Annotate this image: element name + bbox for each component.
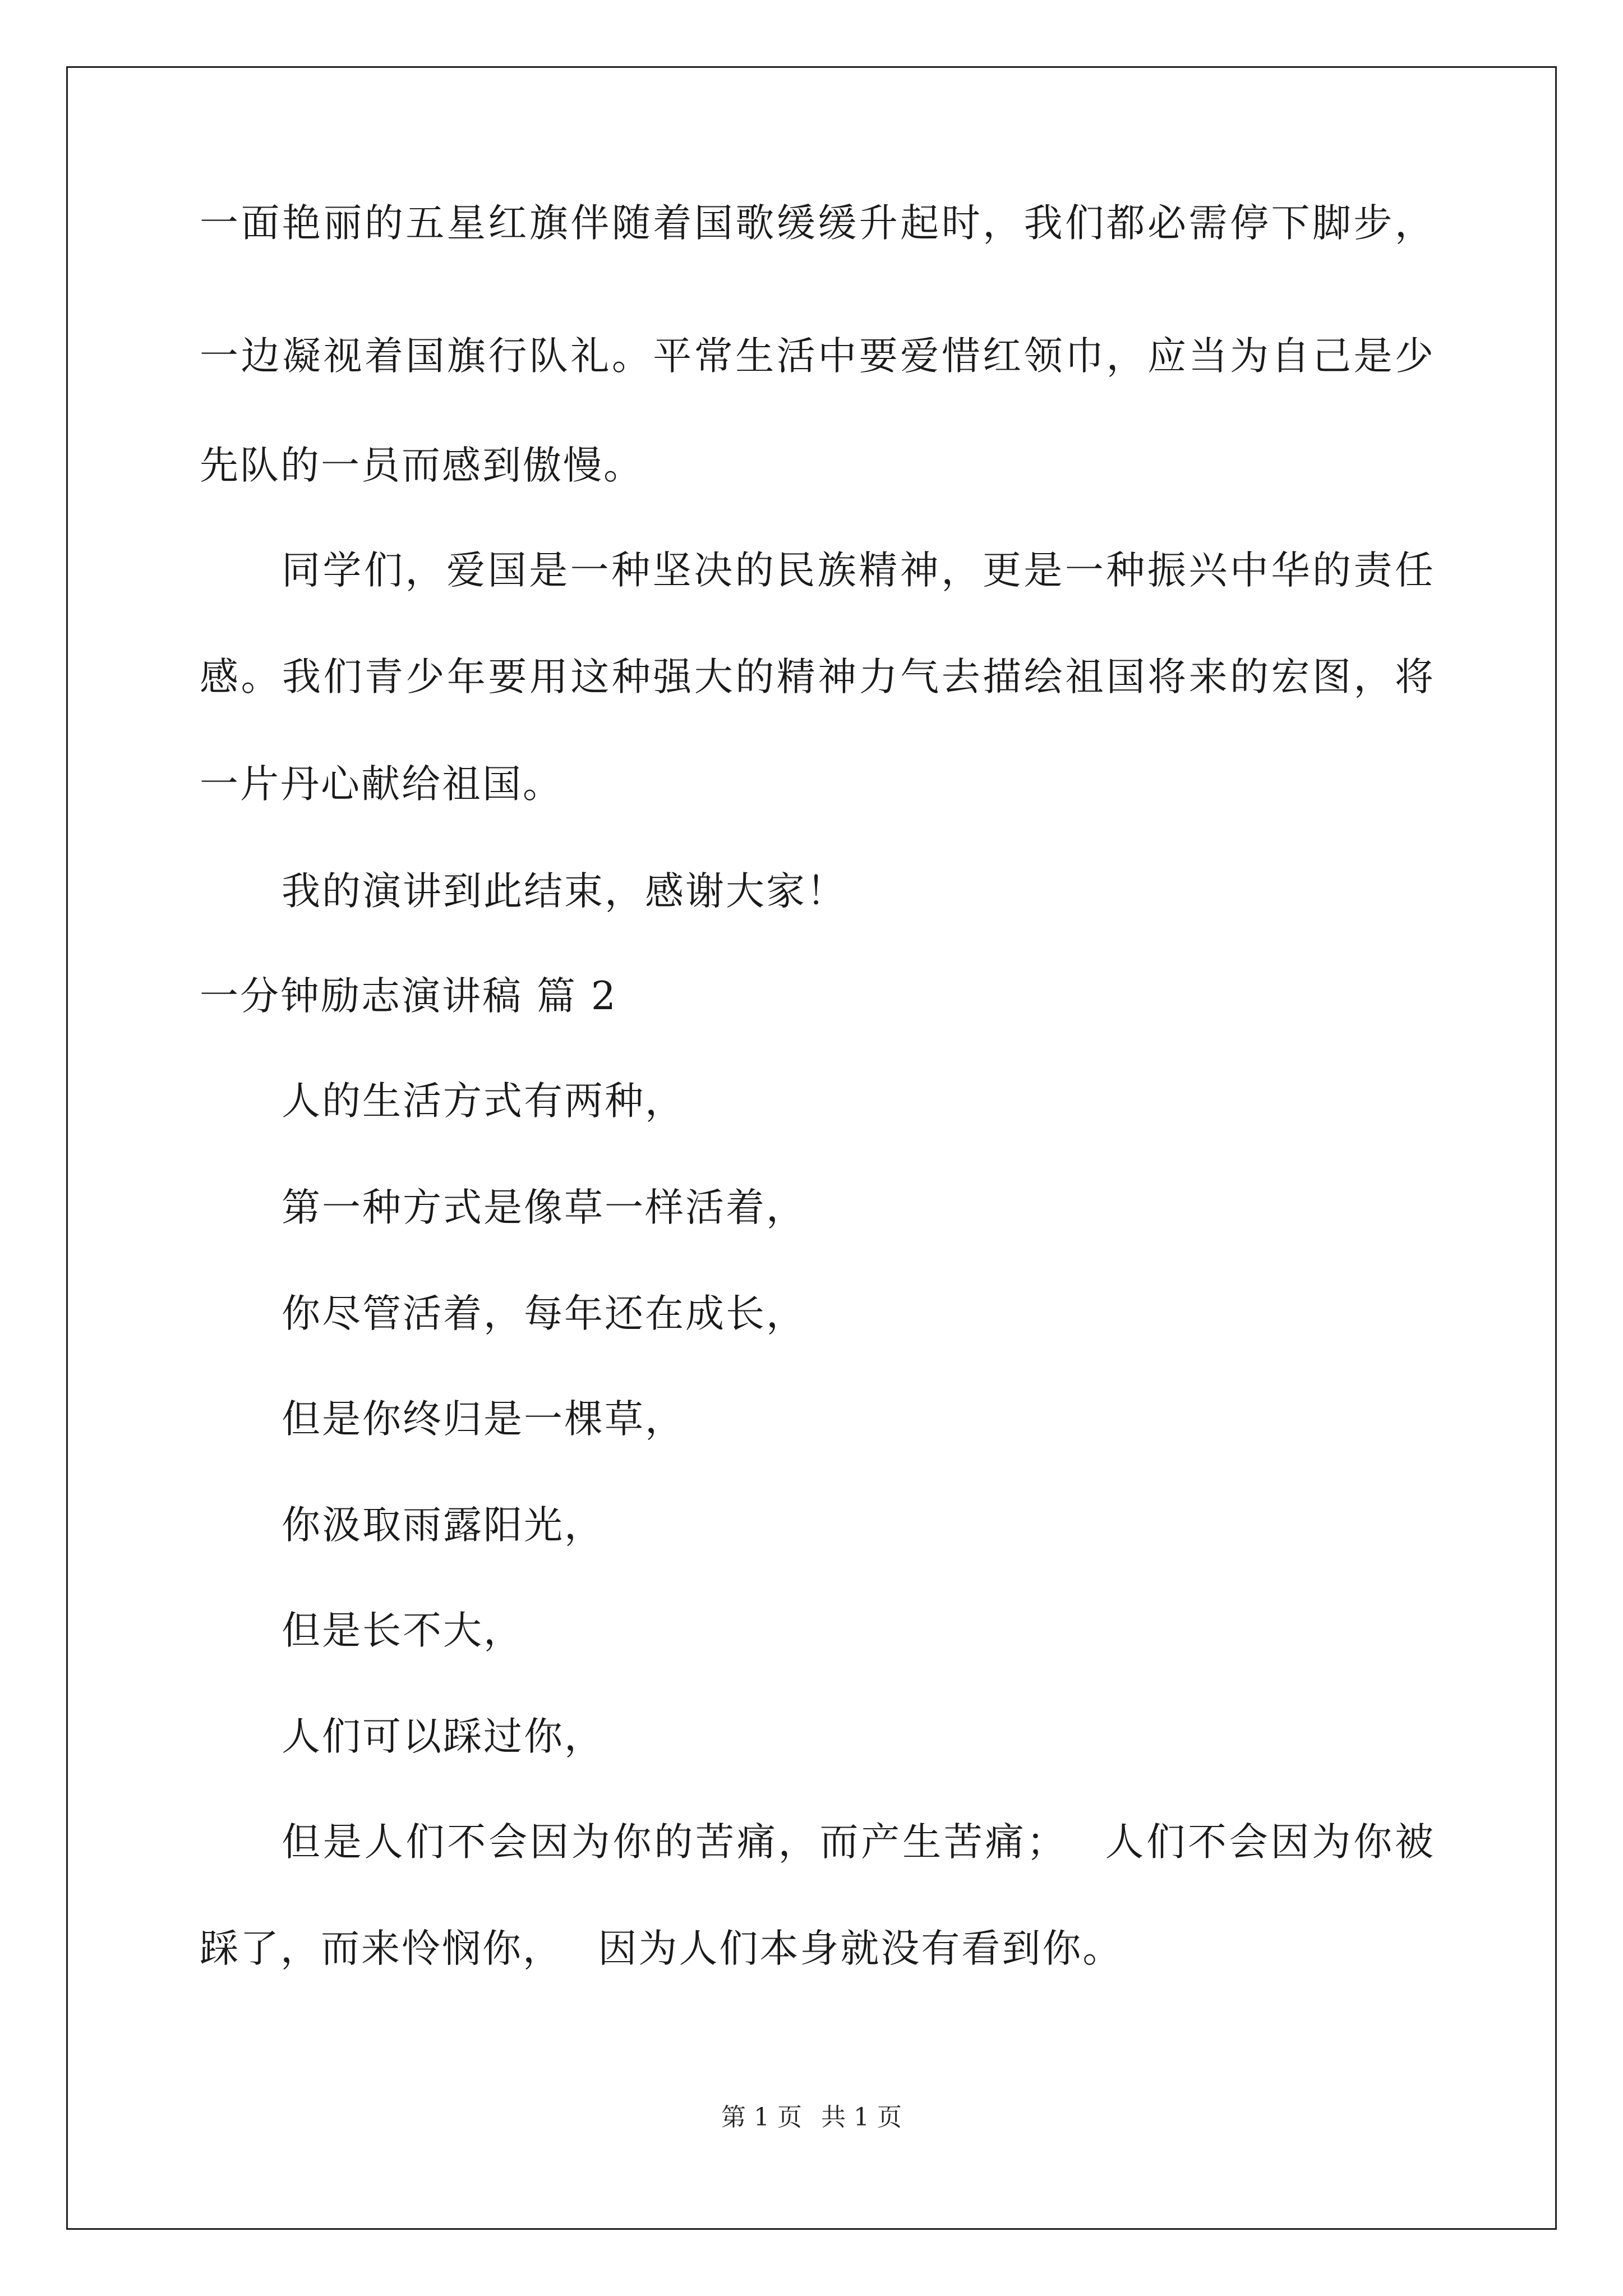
text-line: 一边凝视着国旗行队礼。平常生活中要爱惜红领巾，应当为自己是少 [200,334,1433,379]
page-border [66,66,1557,2230]
text-line: 我的演讲到此结束，感谢大家！ [282,869,847,914]
text-line: 但是长不大， [282,1608,524,1653]
text-line: 一面艳丽的五星红旗伴随着国歌缓缓升起时，我们都必需停下脚步， [200,201,1433,246]
text-line: 但是你终归是一棵草， [282,1397,685,1442]
text-line: 人们可以踩过你， [282,1714,605,1759]
page-footer [0,2101,1623,2134]
text-line: 第一种方式是像草一样活着， [282,1185,806,1230]
page-number-total: 共 1 页 [821,2103,902,2132]
text-line: 踩了，而来怜悯你， 因为人们本身就没有看到你。 [200,1926,1123,1971]
text-line: 你汲取雨露阳光， [282,1503,605,1548]
text-line: 同学们，爱国是一种坚决的民族精神，更是一种振兴中华的责任 [282,548,1433,593]
text-line: 人的生活方式有两种， [282,1079,685,1124]
text-line: 感。我们青少年要用这种强大的精神力气去描绘祖国将来的宏图，将 [200,655,1433,700]
text-line: 但是人们不会因为你的苦痛，而产生苦痛； 人们不会因为你被 [282,1820,1433,1865]
text-line: 先队的一员而感到傲慢。 [200,443,644,488]
page-number-current: 第 1 页 [721,2103,802,2132]
text-line: 你尽管活着，每年还在成长， [282,1291,806,1336]
section-heading: 一分钟励志演讲稿 篇 2 [200,974,617,1019]
text-line: 一片丹心献给祖国。 [200,762,563,807]
